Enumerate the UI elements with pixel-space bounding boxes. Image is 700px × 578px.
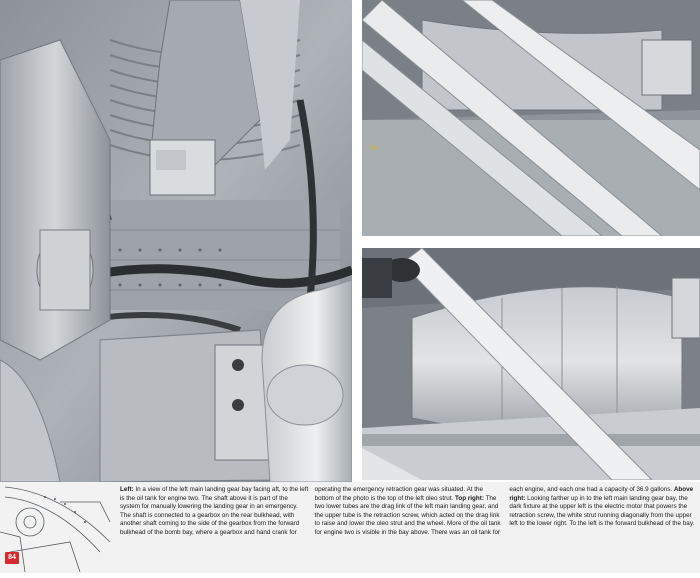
caption-top-right-text: The two lower tubes are the drag link of the left main landing gear, and the upper tube is the retraction screw, which acted on the drag link to raise and lower the oleo strut and the wheel. More of the oil tank for engine two is visible in the bay above. There was an oil tank for each engine, and each one had a capacity of 36.9 gallons. <box>314 486 674 536</box>
caption-left-text: In a view of the left main landing gear bay facing aft, to the left is the oil tank for engine two. The shaft above it is part of the system for manually lowering the landing gear in an emergency. The shaft is connected to a gearbox on the rear bulkhead, with another shaft coming to the side of the gearbox from the forward bulkhead of the bomb bay, where a gearbox and hand crank for operating the emergency retraction gear was situated. At the bottom of the photo is the top of the left oleo strut. <box>120 486 484 536</box>
page-number: 84 <box>5 552 19 564</box>
photo-caption <box>120 486 698 570</box>
caption-above-right-text: Looking farther up in to the left main landing gear bay, the dark fixture at the upper left is the electric motor that powers the retraction screw, the white strut running diagonally from the upper left to the lower right. To the left is the forward bulkhead of the bay. <box>509 494 695 528</box>
photo-bottom-right-oil-tank <box>362 248 700 480</box>
photo-left-gear-bay <box>0 0 352 482</box>
caption-top-right-label: Top right: <box>455 494 484 502</box>
stencil-marking: lan <box>370 143 381 152</box>
photo-top-right-drag-link <box>362 0 700 236</box>
horizontal-divider <box>362 238 700 246</box>
vertical-divider <box>355 0 359 482</box>
caption-left-label: Left: <box>120 486 134 493</box>
caption-above-right-label: Above right: <box>509 486 694 502</box>
